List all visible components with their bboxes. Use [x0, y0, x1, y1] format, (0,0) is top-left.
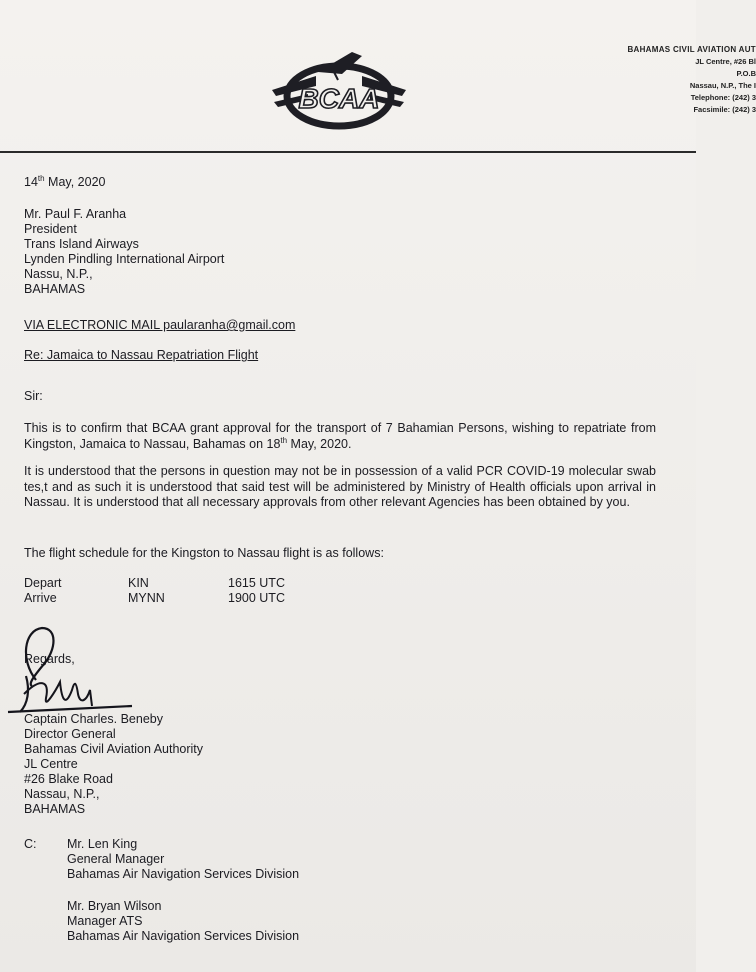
telephone: Telephone: (242) 3 [690, 93, 756, 102]
org-name: BAHAMAS CIVIL AVIATION AUT [627, 45, 756, 54]
cc-name: Mr. Len King [67, 837, 138, 851]
letterhead-address [536, 44, 756, 116]
recipient-line: Lynden Pindling International Airport [24, 252, 225, 266]
schedule-row [24, 576, 285, 591]
address-line: JL Centre, #26 Bl [695, 57, 756, 66]
signatory-line: Bahamas Civil Aviation Authority [24, 742, 204, 756]
letter-date: 14th May, 2020 [24, 173, 106, 189]
bcaa-logo [268, 46, 410, 138]
closing: Regards, [24, 652, 75, 666]
recipient-line: Mr. Paul F. Aranha [24, 207, 127, 221]
signatory-line: Director General [24, 727, 116, 741]
schedule-row [24, 591, 285, 606]
flight-schedule [24, 576, 285, 606]
cc-name: Mr. Bryan Wilson [67, 899, 162, 913]
cc-label: C: [24, 837, 37, 851]
subject-line: Re: Jamaica to Nassau Repatriation Flight [24, 348, 259, 362]
salutation: Sir: [24, 389, 43, 403]
svg-text:BCAA: BCAA [298, 83, 380, 114]
schedule-time: 1900 UTC [228, 591, 285, 605]
address-line: Nassau, N.P., The I [689, 81, 756, 90]
cc-recipient [67, 837, 299, 882]
cc-division: Bahamas Air Navigation Services Division [67, 929, 300, 943]
cc-title: Manager ATS [67, 914, 143, 928]
paragraph-conditions: It is understood that the persons in question may not be in possession of a valid PCR COVID-19 molecular swab tes,t and as such it is understood that said test will be administered by Ministry of Health officials upon arrival in Nassau. It is understood that all necessary approvals from other relevant Agencies has been obtained by you. [24, 464, 656, 509]
recipient-line: Trans Island Airways [24, 237, 139, 251]
cc-division: Bahamas Air Navigation Services Division [67, 867, 300, 881]
recipient-line: President [24, 222, 77, 236]
signatory-line: Nassau, N.P., [24, 787, 100, 801]
recipient-address [24, 207, 224, 297]
address-line: P.O.B [736, 69, 756, 78]
schedule-time: 1615 UTC [228, 576, 285, 590]
signatory-name: Captain Charles. Beneby [24, 712, 163, 726]
signatory-line: BAHAMAS [24, 802, 86, 816]
signatory-line: #26 Blake Road [24, 772, 113, 786]
recipient-line: BAHAMAS [24, 282, 86, 296]
header-divider [0, 151, 696, 153]
paragraph-approval: This is to confirm that BCAA grant approval for the transport of 7 Bahamian Persons, wishing to repatriate from Kingston, Jamaica to Nassau, Bahamas on 18th May, 2020. [24, 421, 656, 451]
schedule-label: Depart [24, 576, 62, 590]
signatory-line: JL Centre [24, 757, 78, 771]
schedule-intro: The flight schedule for the Kingston to Nassau flight is as follows: [24, 546, 384, 560]
cc-recipient [67, 899, 299, 944]
schedule-code: MYNN [128, 591, 165, 605]
signatory-block [24, 712, 203, 817]
recipient-line: Nassu, N.P., [24, 267, 93, 281]
facsimile: Facsimile: (242) 3 [693, 105, 756, 114]
schedule-label: Arrive [24, 591, 57, 605]
via-email-line: VIA ELECTRONIC MAIL paularanha@gmail.com [24, 318, 296, 332]
cc-title: General Manager [67, 852, 165, 866]
schedule-code: KIN [128, 576, 149, 590]
